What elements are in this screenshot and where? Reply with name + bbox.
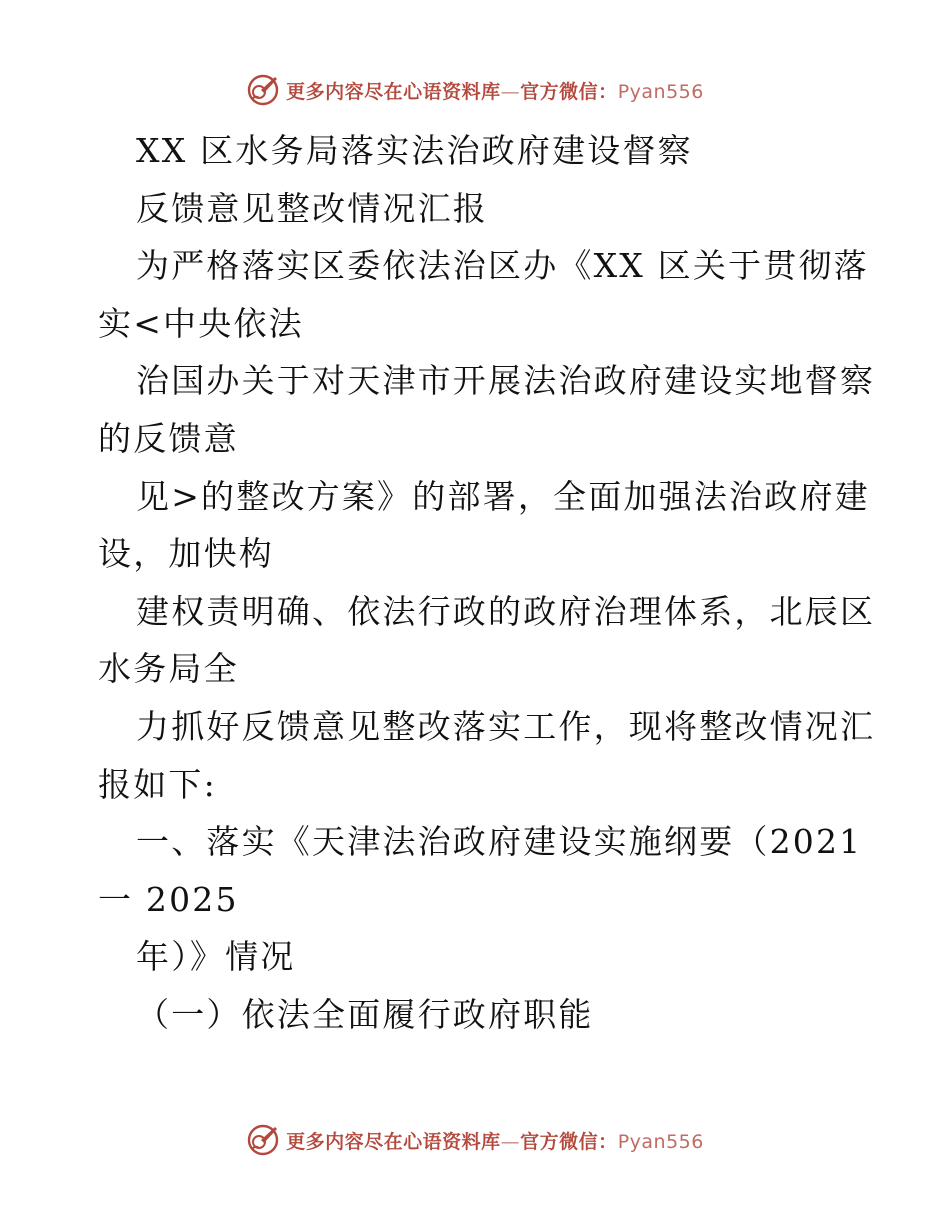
doc-title-line-1: XX 区水务局落实法治政府建设督察	[136, 131, 693, 170]
section-heading-line: 一 2025	[98, 879, 239, 919]
doc-paragraph-line: 的反馈意	[98, 418, 239, 458]
section-heading-line: 年）》情况	[136, 937, 296, 977]
header-banner	[0, 70, 950, 110]
document-body	[98, 122, 876, 1044]
doc-paragraph-line: 为严格落实区委依法治区办《XX 区关于贯彻落	[136, 246, 869, 286]
footer-banner	[0, 1120, 950, 1160]
pen-logo-icon	[246, 73, 280, 107]
pen-logo-icon	[246, 1123, 280, 1157]
doc-paragraph-line: 力抓好反馈意见整改落实工作，现将整改情况汇	[136, 706, 876, 746]
subsection-heading: （一）依法全面履行政府职能	[136, 994, 594, 1034]
doc-paragraph-line: 设，加快构	[98, 534, 274, 574]
doc-paragraph-line: 实<中央依法	[98, 303, 304, 343]
header-banner-text: 更多内容尽在心语资料库—官方微信：Pyan556	[286, 80, 704, 103]
footer-banner-text: 更多内容尽在心语资料库—官方微信：Pyan556	[286, 1130, 704, 1153]
section-heading-line: 一、落实《天津法治政府建设实施纲要（2021	[136, 822, 863, 862]
doc-paragraph-line: 建权责明确、依法行政的政府治理体系，北辰区	[136, 591, 876, 631]
doc-paragraph-line: 水务局全	[98, 649, 239, 689]
doc-paragraph-line: 报如下:	[98, 764, 217, 804]
doc-title-line-2: 反馈意见整改情况汇报	[136, 188, 488, 228]
doc-paragraph-line: 见>的整改方案》的部署，全面加强法治政府建	[136, 476, 870, 516]
doc-paragraph-line: 治国办关于对天津市开展法治政府建设实地督察	[136, 361, 876, 401]
